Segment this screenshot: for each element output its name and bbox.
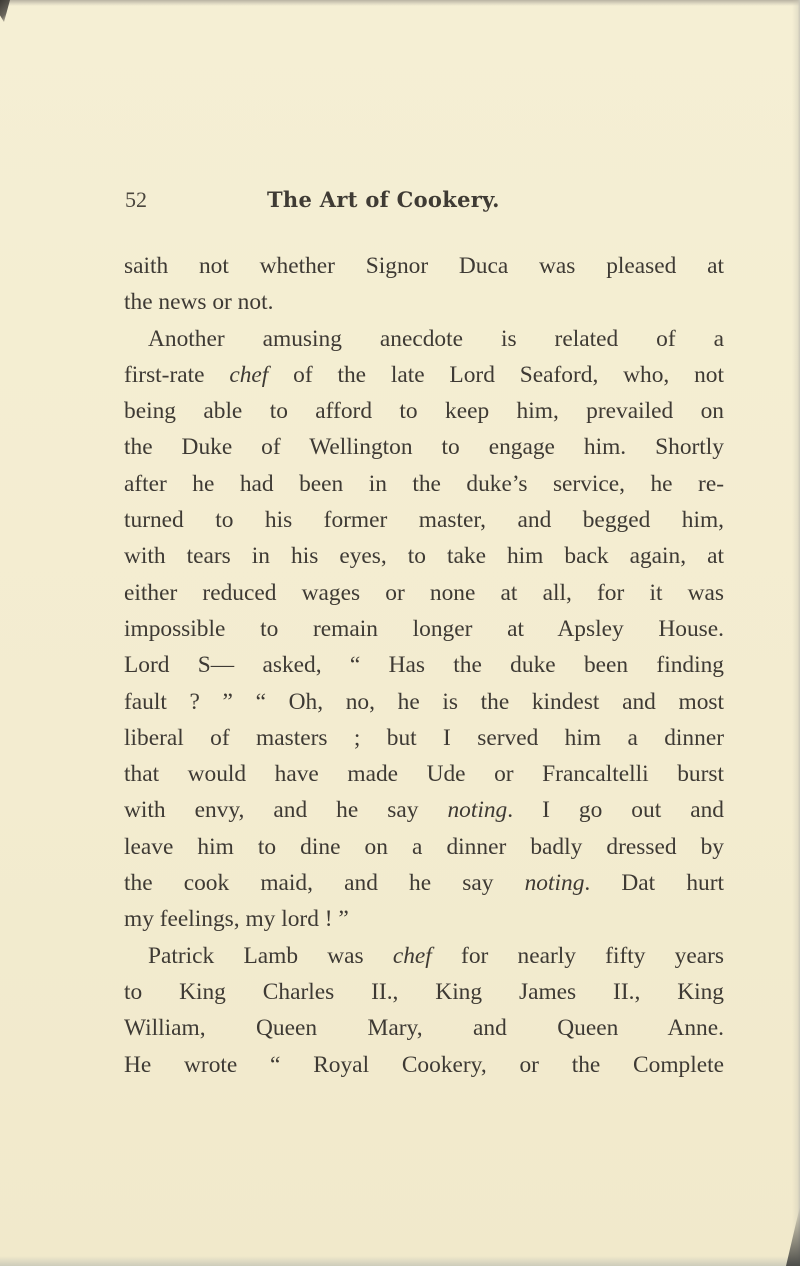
text-line: He wrote “ Royal Cookery, or the Complete [124,1051,724,1078]
text-line: the cook maid, and he say noting. Dat hurt [124,870,724,897]
text-line: leave him to dine on a dinner badly dressed by [124,833,724,860]
text-line: first-rate chef of the late Lord Seaford, who, not [124,361,724,388]
text-line: the Duke of Wellington to engage him. Shortly [124,434,724,461]
running-title: The Art of Cookery. [267,187,500,212]
text-line: Lord S— asked, “ Has the duke been finding [124,652,724,679]
text-line: my feelings, my lord ! ” [124,906,349,933]
page-bottom-edge [0,1256,800,1266]
text-line: Another amusing anecdote is related of a [148,325,724,352]
text-line: with envy, and he say noting. I go out and [124,797,724,824]
italic-word: chef [392,942,432,969]
text-line: either reduced wages or none at all, for it was [124,579,724,606]
text-line: turned to his former master, and begged him, [124,507,724,534]
italic-word: chef [229,361,269,388]
text-line: to King Charles II., King James II., King [124,978,724,1005]
text-line: with tears in his eyes, to take him back again, at [124,543,724,570]
italic-word: noting [524,870,585,897]
text-line: after he had been in the duke’s service, he re- [124,470,724,497]
text-line: William, Queen Mary, and Queen Anne. [124,1015,724,1042]
text-line: fault ? ” “ Oh, no, he is the kindest and most [124,688,724,715]
corner-tear-mark [0,0,10,22]
text-line: Patrick Lamb was chef for nearly fifty years [148,942,725,969]
text-line: impossible to remain longer at Apsley House. [124,615,724,642]
page-right-edge [792,0,800,1266]
page-number: 52 [125,187,147,212]
text-line: saith not whether Signor Duca was pleased at [124,253,724,279]
text-line: liberal of masters ; but I served him a dinner [124,724,724,751]
italic-word: noting [447,797,508,824]
text-line: being able to afford to keep him, prevailed on [124,398,724,425]
body-text [124,248,724,1083]
page-header [125,186,725,214]
page-top-edge [0,0,800,6]
text-line: the news or not. [124,289,274,316]
text-line: that would have made Ude or Francaltelli burst [124,761,724,788]
